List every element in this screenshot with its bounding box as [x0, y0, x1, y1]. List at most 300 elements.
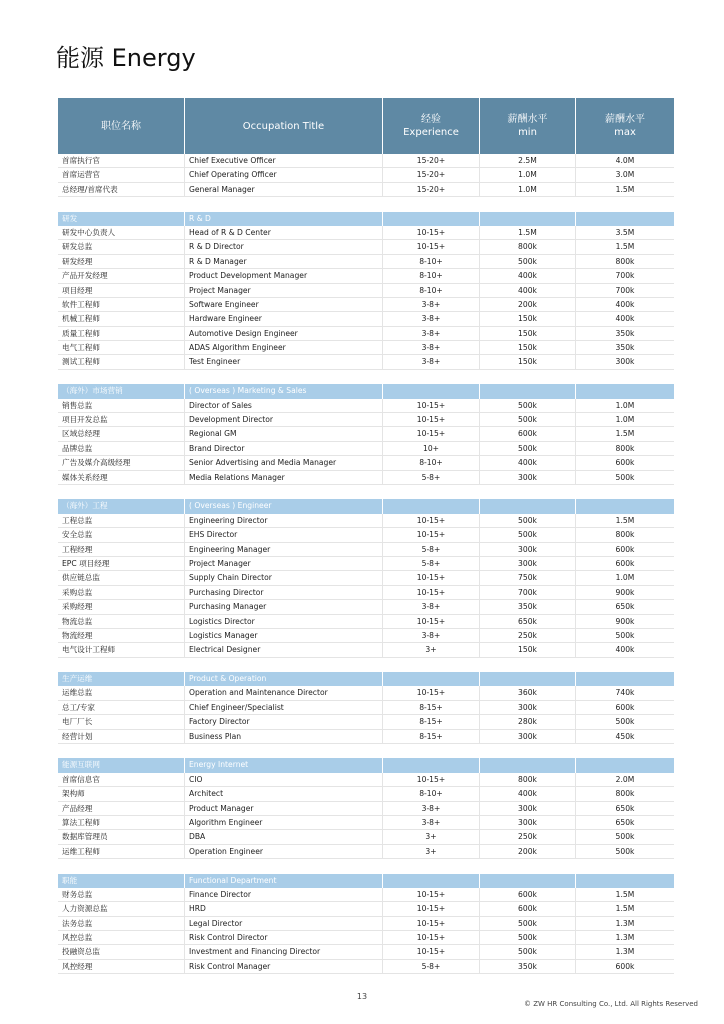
header-experience: 经验 Experience — [382, 98, 479, 154]
section-header-blank — [575, 499, 674, 513]
section-header-blank — [575, 874, 674, 888]
cell-experience: 8-10+ — [382, 269, 479, 282]
cell-occupation-title: Project Manager — [184, 557, 382, 570]
cell-salary-max: 600k — [575, 543, 674, 556]
cell-salary-max: 800k — [575, 442, 674, 455]
cell-experience: 10+ — [382, 442, 479, 455]
cell-occupation-title: Product Development Manager — [184, 269, 382, 282]
cell-salary-max: 1.5M — [575, 888, 674, 901]
table-row — [58, 355, 674, 369]
cell-position-name: 算法工程师 — [62, 817, 100, 827]
cell-occupation-title: Purchasing Director — [184, 586, 382, 599]
cell-position-name: 采购总监 — [62, 587, 93, 597]
cell-salary-max: 1.5M — [575, 427, 674, 440]
cell-occupation-title: DBA — [184, 830, 382, 843]
cell-experience: 3-8+ — [382, 600, 479, 613]
table-row — [58, 615, 674, 629]
cell-salary-min: 400k — [479, 456, 575, 469]
cell-experience: 10-15+ — [382, 902, 479, 915]
table-row — [58, 514, 674, 528]
section-title-en: R & D — [184, 212, 382, 226]
table-row — [58, 456, 674, 470]
section-spacer — [58, 485, 674, 499]
table-row — [58, 543, 674, 557]
table-row — [58, 715, 674, 729]
table-row — [58, 471, 674, 485]
cell-position-name: 产品经理 — [62, 803, 93, 813]
cell-experience: 15-20+ — [382, 168, 479, 181]
cell-position-name: 物流经理 — [62, 630, 93, 640]
cell-occupation-title: Senior Advertising and Media Manager — [184, 456, 382, 469]
cell-salary-min: 500k — [479, 442, 575, 455]
section-spacer — [58, 744, 674, 758]
cell-occupation-title: Risk Control Manager — [184, 960, 382, 973]
cell-experience: 5-8+ — [382, 557, 479, 570]
cell-salary-min: 500k — [479, 945, 575, 958]
section-header-blank — [479, 758, 575, 772]
cell-salary-min: 400k — [479, 284, 575, 297]
cell-salary-min: 300k — [479, 816, 575, 829]
cell-position-name: 媒体关系经理 — [62, 472, 108, 482]
cell-position-name: 总经理/首席代表 — [62, 184, 118, 194]
section-header-blank — [575, 212, 674, 226]
cell-salary-max: 1.3M — [575, 917, 674, 930]
cell-position-name: 产品开发经理 — [62, 271, 108, 281]
cell-position-name: 供应链总监 — [62, 573, 100, 583]
cell-experience: 3-8+ — [382, 327, 479, 340]
cell-occupation-title: Investment and Financing Director — [184, 945, 382, 958]
header-salary-max: 薪酬水平 max — [575, 98, 674, 154]
cell-salary-min: 300k — [479, 802, 575, 815]
cell-salary-min: 1.0M — [479, 183, 575, 196]
cell-occupation-title: Engineering Manager — [184, 543, 382, 556]
cell-experience: 8-10+ — [382, 787, 479, 800]
cell-salary-max: 650k — [575, 802, 674, 815]
cell-occupation-title: Business Plan — [184, 730, 382, 743]
page-title: 能源 Energy — [56, 44, 196, 72]
cell-salary-min: 500k — [479, 413, 575, 426]
cell-occupation-title: Hardware Engineer — [184, 312, 382, 325]
cell-salary-max: 600k — [575, 960, 674, 973]
cell-experience: 10-15+ — [382, 888, 479, 901]
cell-experience: 3+ — [382, 845, 479, 858]
cell-experience: 10-15+ — [382, 427, 479, 440]
cell-occupation-title: Electrical Designer — [184, 643, 382, 656]
header-salary-min: 薪酬水平 min — [479, 98, 575, 154]
cell-experience: 10-15+ — [382, 945, 479, 958]
cell-salary-max: 800k — [575, 528, 674, 541]
table-row — [58, 442, 674, 456]
cell-salary-max: 1.0M — [575, 413, 674, 426]
table-row — [58, 240, 674, 254]
cell-experience: 10-15+ — [382, 240, 479, 253]
section-header-blank — [382, 758, 479, 772]
cell-position-name: EPC 项目经理 — [62, 558, 110, 568]
cell-salary-min: 280k — [479, 715, 575, 728]
cell-salary-min: 150k — [479, 312, 575, 325]
cell-salary-min: 150k — [479, 327, 575, 340]
cell-salary-max: 600k — [575, 456, 674, 469]
table-row — [58, 830, 674, 844]
cell-occupation-title: Logistics Manager — [184, 629, 382, 642]
cell-experience: 10-15+ — [382, 413, 479, 426]
section-header-blank — [382, 672, 479, 686]
cell-position-name: 法务总监 — [62, 918, 93, 928]
section-header — [58, 874, 674, 888]
cell-salary-max: 1.5M — [575, 183, 674, 196]
table-row — [58, 255, 674, 269]
cell-position-name: 研发经理 — [62, 256, 93, 266]
cell-salary-max: 1.5M — [575, 240, 674, 253]
cell-experience: 10-15+ — [382, 528, 479, 541]
section-title-cn: 能源互联网 — [58, 758, 184, 772]
cell-experience: 10-15+ — [382, 917, 479, 930]
table-row — [58, 399, 674, 413]
section-header — [58, 672, 674, 686]
table-row — [58, 730, 674, 744]
cell-occupation-title: Architect — [184, 787, 382, 800]
table-row — [58, 960, 674, 974]
cell-position-name: 物流总监 — [62, 616, 93, 626]
cell-occupation-title: Chief Operating Officer — [184, 168, 382, 181]
cell-salary-max: 450k — [575, 730, 674, 743]
cell-experience: 10-15+ — [382, 586, 479, 599]
section-header-blank — [382, 874, 479, 888]
cell-salary-min: 150k — [479, 643, 575, 656]
table-row — [58, 528, 674, 542]
section-header-blank — [575, 672, 674, 686]
cell-salary-max: 650k — [575, 600, 674, 613]
cell-experience: 3-8+ — [382, 355, 479, 368]
cell-salary-max: 2.0M — [575, 773, 674, 786]
cell-experience: 8-10+ — [382, 284, 479, 297]
cell-experience: 8-15+ — [382, 730, 479, 743]
section-spacer — [58, 859, 674, 873]
cell-occupation-title: Factory Director — [184, 715, 382, 728]
cell-salary-min: 300k — [479, 701, 575, 714]
cell-salary-min: 300k — [479, 543, 575, 556]
section-header-blank — [479, 874, 575, 888]
cell-salary-max: 4.0M — [575, 154, 674, 167]
cell-salary-max: 800k — [575, 255, 674, 268]
cell-experience: 3+ — [382, 830, 479, 843]
cell-occupation-title: Chief Engineer/Specialist — [184, 701, 382, 714]
cell-salary-min: 1.0M — [479, 168, 575, 181]
cell-position-name: 区域总经理 — [62, 429, 100, 439]
table-row — [58, 802, 674, 816]
cell-position-name: 项目开发总监 — [62, 415, 108, 425]
cell-occupation-title: R & D Director — [184, 240, 382, 253]
cell-occupation-title: General Manager — [184, 183, 382, 196]
cell-salary-min: 500k — [479, 931, 575, 944]
cell-salary-max: 1.5M — [575, 514, 674, 527]
header-occupation-title: Occupation Title — [184, 98, 382, 154]
cell-salary-min: 250k — [479, 830, 575, 843]
cell-occupation-title: Finance Director — [184, 888, 382, 901]
cell-position-name: 采购经理 — [62, 602, 93, 612]
cell-salary-max: 500k — [575, 845, 674, 858]
cell-salary-max: 900k — [575, 586, 674, 599]
cell-salary-min: 500k — [479, 528, 575, 541]
cell-position-name: 研发中心负责人 — [62, 227, 116, 237]
cell-occupation-title: Operation and Maintenance Director — [184, 686, 382, 699]
cell-salary-min: 200k — [479, 845, 575, 858]
section-header-blank — [479, 212, 575, 226]
cell-position-name: 销售总监 — [62, 400, 93, 410]
cell-salary-max: 900k — [575, 615, 674, 628]
cell-experience: 3-8+ — [382, 298, 479, 311]
table-row — [58, 686, 674, 700]
cell-salary-min: 500k — [479, 514, 575, 527]
cell-occupation-title: Legal Director — [184, 917, 382, 930]
cell-salary-min: 300k — [479, 471, 575, 484]
cell-salary-min: 500k — [479, 917, 575, 930]
cell-occupation-title: Regional GM — [184, 427, 382, 440]
section-header-blank — [382, 212, 479, 226]
table-row — [58, 816, 674, 830]
cell-salary-min: 350k — [479, 960, 575, 973]
section-header — [58, 758, 674, 772]
cell-position-name: 电气工程师 — [62, 343, 100, 353]
cell-position-name: 质量工程师 — [62, 328, 100, 338]
cell-salary-max: 400k — [575, 643, 674, 656]
section-header — [58, 499, 674, 513]
table-row — [58, 643, 674, 657]
cell-experience: 3-8+ — [382, 629, 479, 642]
cell-position-name: 电厂厂长 — [62, 717, 93, 727]
cell-occupation-title: Media Relations Manager — [184, 471, 382, 484]
cell-occupation-title: Software Engineer — [184, 298, 382, 311]
cell-occupation-title: Operation Engineer — [184, 845, 382, 858]
cell-experience: 3-8+ — [382, 802, 479, 815]
cell-occupation-title: ADAS Algorithm Engineer — [184, 341, 382, 354]
cell-salary-max: 400k — [575, 298, 674, 311]
cell-salary-min: 360k — [479, 686, 575, 699]
table-row — [58, 284, 674, 298]
cell-salary-max: 3.5M — [575, 226, 674, 239]
cell-salary-max: 740k — [575, 686, 674, 699]
cell-position-name: 工程总监 — [62, 515, 93, 525]
table-row — [58, 787, 674, 801]
cell-salary-max: 350k — [575, 327, 674, 340]
cell-experience: 8-10+ — [382, 255, 479, 268]
table-row — [58, 327, 674, 341]
cell-occupation-title: Project Manager — [184, 284, 382, 297]
cell-experience: 10-15+ — [382, 514, 479, 527]
cell-salary-max: 500k — [575, 830, 674, 843]
section-title-en: Product & Operation — [184, 672, 382, 686]
header-position-name: 职位名称 — [58, 98, 184, 154]
cell-position-name: 电气设计工程师 — [62, 645, 116, 655]
cell-position-name: 研发总监 — [62, 242, 93, 252]
table-row — [58, 902, 674, 916]
cell-position-name: 运维总监 — [62, 688, 93, 698]
cell-salary-min: 650k — [479, 615, 575, 628]
table-row — [58, 586, 674, 600]
table-row — [58, 701, 674, 715]
section-spacer — [58, 197, 674, 211]
cell-salary-min: 500k — [479, 399, 575, 412]
table-row — [58, 917, 674, 931]
section-title-en: ( Overseas ) Marketing & Sales — [184, 384, 382, 398]
salary-table — [58, 98, 674, 974]
cell-position-name: 安全总监 — [62, 530, 93, 540]
cell-salary-max: 1.0M — [575, 399, 674, 412]
cell-position-name: 首席执行官 — [62, 156, 100, 165]
cell-salary-min: 250k — [479, 629, 575, 642]
table-row — [58, 269, 674, 283]
cell-occupation-title: Logistics Director — [184, 615, 382, 628]
cell-occupation-title: Test Engineer — [184, 355, 382, 368]
table-row — [58, 341, 674, 355]
cell-position-name: 人力资源总监 — [62, 904, 108, 914]
cell-salary-min: 300k — [479, 730, 575, 743]
cell-salary-max: 700k — [575, 284, 674, 297]
cell-occupation-title: CIO — [184, 773, 382, 786]
cell-occupation-title: Supply Chain Director — [184, 571, 382, 584]
cell-salary-min: 700k — [479, 586, 575, 599]
cell-salary-min: 800k — [479, 240, 575, 253]
cell-experience: 10-15+ — [382, 226, 479, 239]
cell-experience: 10-15+ — [382, 773, 479, 786]
cell-salary-max: 650k — [575, 816, 674, 829]
section-header-blank — [382, 384, 479, 398]
cell-salary-max: 1.5M — [575, 902, 674, 915]
section-title-cn: 生产运维 — [58, 672, 184, 686]
cell-salary-min: 600k — [479, 427, 575, 440]
cell-occupation-title: Director of Sales — [184, 399, 382, 412]
cell-experience: 5-8+ — [382, 960, 479, 973]
cell-occupation-title: HRD — [184, 902, 382, 915]
cell-occupation-title: Engineering Director — [184, 514, 382, 527]
cell-position-name: 首席信息官 — [62, 774, 100, 784]
cell-salary-max: 500k — [575, 471, 674, 484]
cell-position-name: 经营计划 — [62, 731, 93, 741]
cell-salary-max: 500k — [575, 629, 674, 642]
cell-occupation-title: EHS Director — [184, 528, 382, 541]
cell-position-name: 首席运营官 — [62, 170, 100, 180]
cell-occupation-title: Chief Executive Officer — [184, 154, 382, 167]
table-row — [58, 888, 674, 902]
cell-experience: 3-8+ — [382, 312, 479, 325]
cell-salary-max: 3.0M — [575, 168, 674, 181]
section-header-blank — [382, 499, 479, 513]
cell-position-name: 项目经理 — [62, 285, 93, 295]
cell-salary-min: 600k — [479, 902, 575, 915]
cell-position-name: 投融资总监 — [62, 947, 100, 957]
cell-experience: 10-15+ — [382, 931, 479, 944]
cell-position-name: 运维工程师 — [62, 846, 100, 856]
cell-position-name: 财务总监 — [62, 889, 93, 899]
table-row — [58, 413, 674, 427]
table-row — [58, 298, 674, 312]
section-header-blank — [575, 384, 674, 398]
cell-salary-max: 1.0M — [575, 571, 674, 584]
cell-salary-max: 500k — [575, 715, 674, 728]
section-title-cn: 研发 — [58, 212, 184, 226]
cell-salary-max: 350k — [575, 341, 674, 354]
cell-position-name: 机械工程师 — [62, 314, 100, 324]
table-row — [58, 571, 674, 585]
cell-salary-min: 500k — [479, 255, 575, 268]
section-spacer — [58, 658, 674, 672]
table-row — [58, 312, 674, 326]
cell-occupation-title: R & D Manager — [184, 255, 382, 268]
cell-experience: 10-15+ — [382, 571, 479, 584]
table-row — [58, 600, 674, 614]
cell-salary-max: 1.3M — [575, 931, 674, 944]
cell-salary-max: 600k — [575, 557, 674, 570]
cell-salary-max: 800k — [575, 787, 674, 800]
cell-salary-min: 300k — [479, 557, 575, 570]
cell-occupation-title: Algorithm Engineer — [184, 816, 382, 829]
cell-occupation-title: Automotive Design Engineer — [184, 327, 382, 340]
cell-salary-min: 800k — [479, 773, 575, 786]
section-header-blank — [575, 758, 674, 772]
section-title-cn: （海外）市场营销 — [58, 384, 184, 398]
table-row — [58, 845, 674, 859]
table-body — [58, 154, 674, 974]
section-header-blank — [479, 672, 575, 686]
cell-experience: 10-15+ — [382, 615, 479, 628]
table-header — [58, 98, 674, 154]
cell-occupation-title: Brand Director — [184, 442, 382, 455]
section-title-en: Energy Internet — [184, 758, 382, 772]
section-header-blank — [479, 499, 575, 513]
table-row — [58, 557, 674, 571]
cell-salary-min: 600k — [479, 888, 575, 901]
table-row — [58, 168, 674, 182]
section-title-en: ( Overseas ) Engineer — [184, 499, 382, 513]
cell-experience: 3-8+ — [382, 816, 479, 829]
cell-position-name: 测试工程师 — [62, 357, 100, 367]
table-row — [58, 427, 674, 441]
page-number: 13 — [356, 992, 368, 1001]
table-row — [58, 931, 674, 945]
section-title-cn: （海外）工程 — [58, 499, 184, 513]
cell-experience: 15-20+ — [382, 154, 479, 167]
cell-experience: 3+ — [382, 643, 479, 656]
copyright-notice: © ZW HR Consulting Co., Ltd. All Rights Reserved — [524, 1000, 698, 1008]
cell-position-name: 广告及媒介高级经理 — [62, 458, 131, 468]
cell-salary-min: 2.5M — [479, 154, 575, 167]
cell-position-name: 风控总监 — [62, 933, 93, 943]
section-title-en: Functional Department — [184, 874, 382, 888]
cell-experience: 3-8+ — [382, 341, 479, 354]
cell-position-name: 数据库管理员 — [62, 832, 108, 842]
cell-experience: 10-15+ — [382, 686, 479, 699]
table-row — [58, 773, 674, 787]
cell-occupation-title: Development Director — [184, 413, 382, 426]
cell-experience: 15-20+ — [382, 183, 479, 196]
cell-experience: 5-8+ — [382, 543, 479, 556]
cell-experience: 10-15+ — [382, 399, 479, 412]
cell-experience: 8-15+ — [382, 701, 479, 714]
cell-salary-min: 750k — [479, 571, 575, 584]
table-row — [58, 226, 674, 240]
cell-experience: 5-8+ — [382, 471, 479, 484]
cell-salary-max: 700k — [575, 269, 674, 282]
table-row — [58, 945, 674, 959]
section-header — [58, 384, 674, 398]
cell-position-name: 风控经理 — [62, 961, 93, 971]
cell-position-name: 总工/专家 — [62, 702, 95, 712]
cell-experience: 8-15+ — [382, 715, 479, 728]
section-header — [58, 212, 674, 226]
table-row — [58, 154, 674, 168]
section-title-cn: 职能 — [58, 874, 184, 888]
cell-occupation-title: Risk Control Director — [184, 931, 382, 944]
